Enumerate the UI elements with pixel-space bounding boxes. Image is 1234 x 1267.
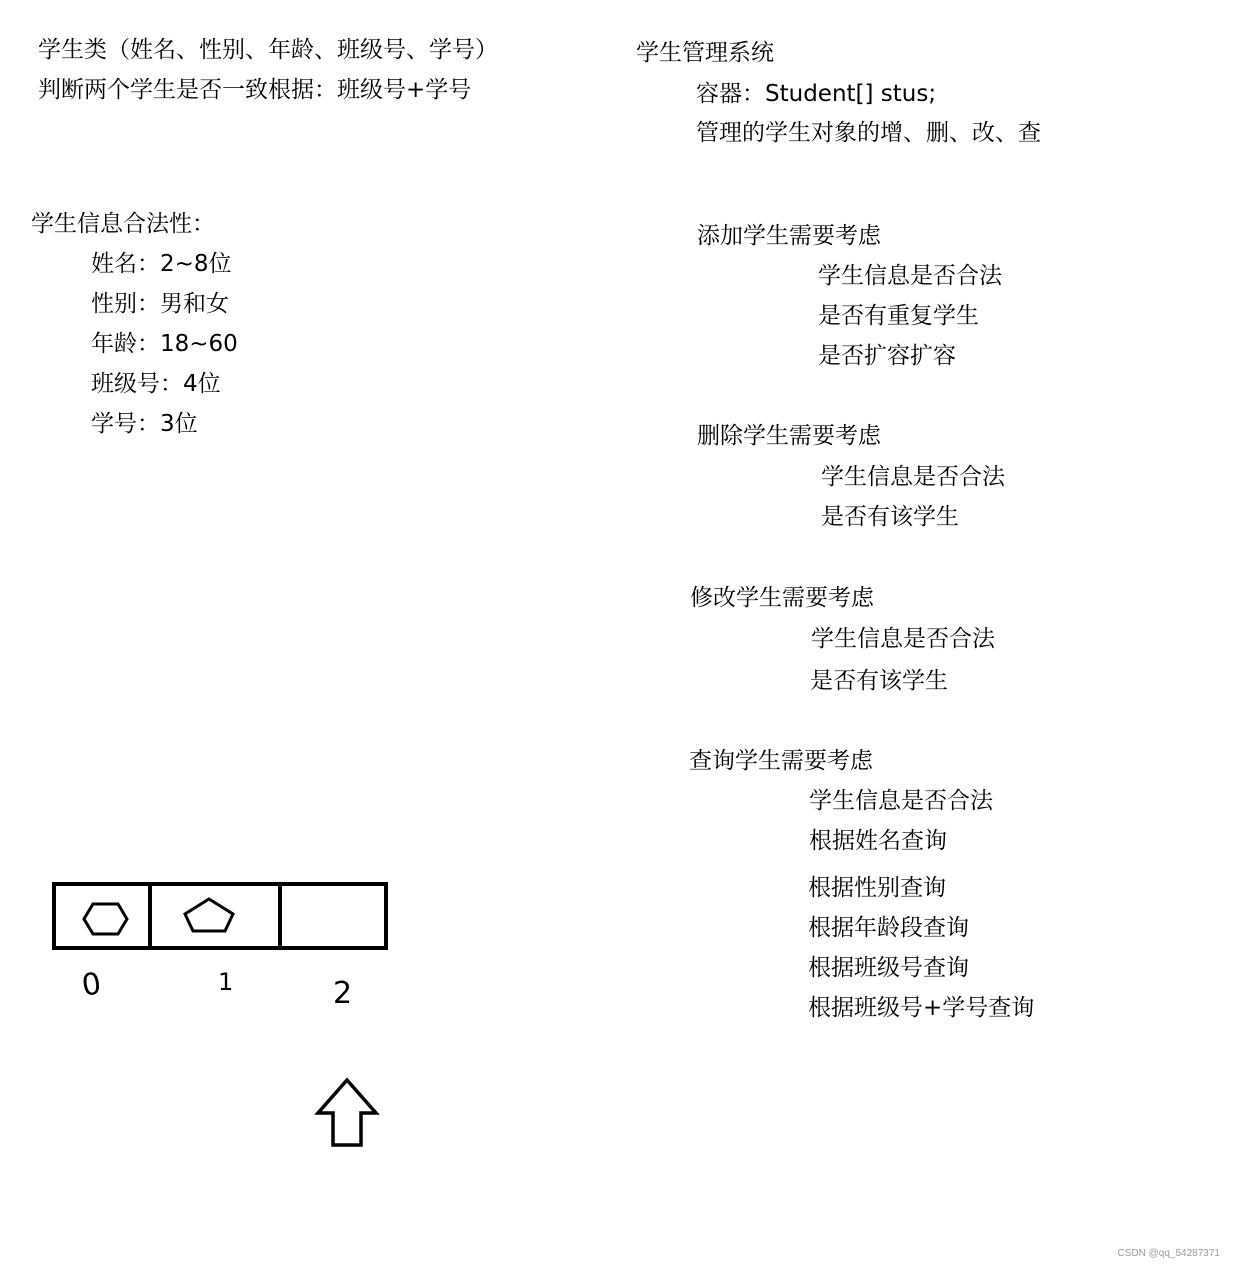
modify-item-exists: 是否有该学生 — [810, 668, 948, 694]
add-item-duplicate: 是否有重复学生 — [818, 303, 979, 329]
validity-title: 学生信息合法性： — [31, 211, 215, 237]
up-arrow-icon — [318, 1080, 376, 1145]
pentagon-icon — [185, 899, 233, 931]
rule-class-number: 班级号：4位 — [91, 371, 221, 397]
watermark: CSDN @qq_54287371 — [1117, 1248, 1220, 1259]
query-by-class-and-student-number: 根据班级号+学号查询 — [808, 995, 1035, 1021]
query-by-gender: 根据性别查询 — [808, 875, 946, 901]
query-title: 查询学生需要考虑 — [689, 748, 873, 774]
index-label-2: 2 — [333, 976, 353, 1011]
array-cell-0 — [54, 884, 150, 948]
array-cell-1 — [150, 884, 280, 948]
rule-name: 姓名：2~8位 — [91, 251, 232, 277]
array-cell-2 — [280, 884, 386, 948]
hexagon-icon — [84, 904, 127, 934]
student-equality-rule: 判断两个学生是否一致根据：班级号+学号 — [38, 77, 472, 103]
delete-item-validity: 学生信息是否合法 — [821, 464, 1005, 490]
system-title: 学生管理系统 — [636, 40, 774, 66]
array-index-labels — [80, 966, 352, 1011]
index-label-1: 1 — [218, 968, 234, 996]
crud-description: 管理的学生对象的增、删、改、查 — [696, 120, 1041, 146]
index-label-0: 0 — [79, 966, 104, 1004]
rule-age: 年龄：18~60 — [91, 331, 238, 357]
add-item-expand: 是否扩容扩容 — [818, 343, 956, 369]
query-by-age-range: 根据年龄段查询 — [808, 915, 969, 941]
rule-student-number: 学号：3位 — [91, 411, 198, 437]
add-item-validity: 学生信息是否合法 — [818, 263, 1002, 289]
query-item-validity: 学生信息是否合法 — [809, 788, 993, 814]
delete-item-exists: 是否有该学生 — [821, 504, 959, 530]
delete-title: 删除学生需要考虑 — [697, 423, 881, 449]
modify-title: 修改学生需要考虑 — [690, 585, 874, 611]
modify-item-validity: 学生信息是否合法 — [811, 626, 995, 652]
add-title: 添加学生需要考虑 — [697, 223, 881, 249]
array-cells — [54, 884, 386, 948]
rule-gender: 性别：男和女 — [91, 291, 229, 317]
query-by-class-number: 根据班级号查询 — [808, 955, 969, 981]
query-by-name: 根据姓名查询 — [809, 828, 947, 854]
container-declaration: 容器：Student[] stus; — [696, 81, 937, 107]
student-class-definition: 学生类（姓名、性别、年龄、班级号、学号） — [38, 37, 498, 63]
